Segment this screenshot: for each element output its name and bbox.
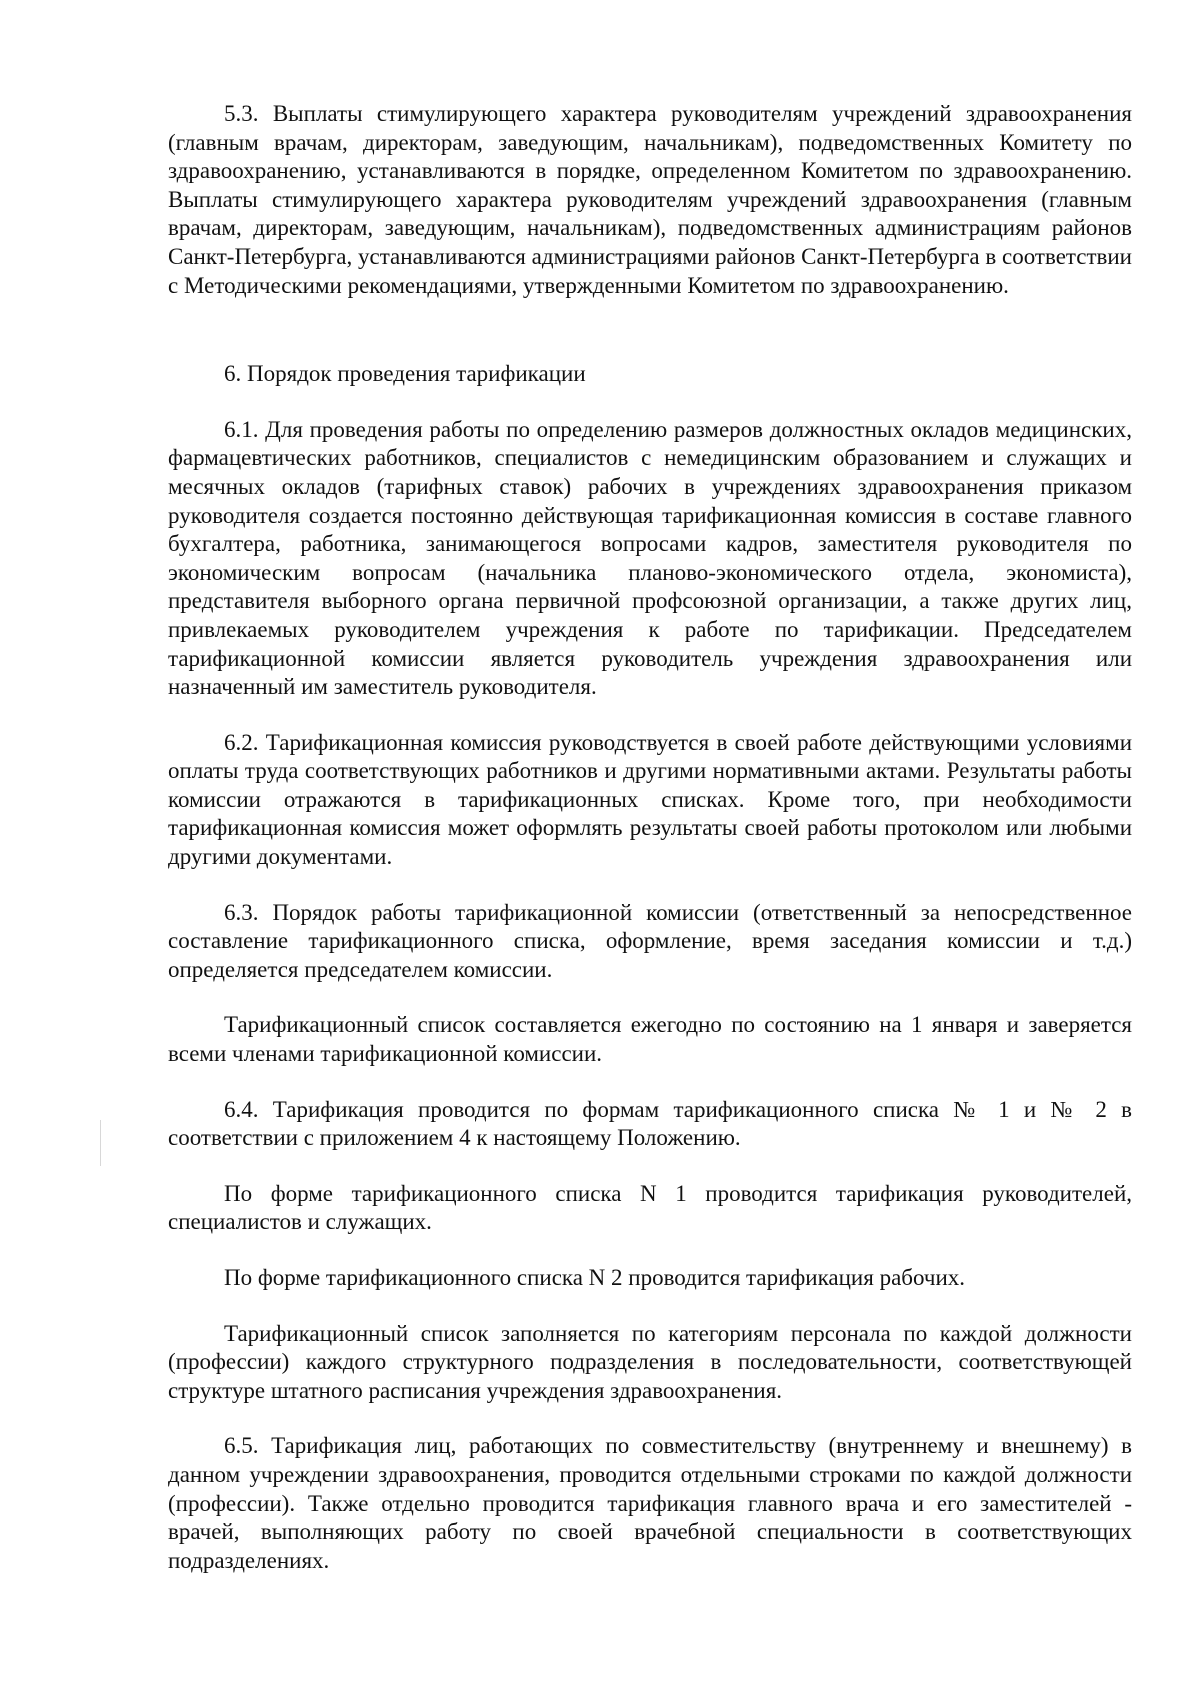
paragraph-6-5: 6.5. Тарификация лиц, работающих по совместительству (внутреннему и внешнему) в данном учреждении здравоохранения, проводится отдельными строками по каждой должности (профессии). Также отдельно проводится тарификация главного врача и его заместителей - врачей, выполняющих работу по своей врачебной специальности в соответствующих подразделениях. — [168, 1433, 1132, 1573]
paragraph-list-yearly: Тарификационный список составляется ежегодно по состоянию на 1 января и заверяется всеми членами тарификационной комиссии. — [168, 1012, 1132, 1067]
paragraph-spacer — [168, 1069, 1132, 1096]
paragraph-6-1: 6.1. Для проведения работы по определению размеров должностных окладов медицинских, фармацевтических работников, специалистов с немедицинским образованием и служащих и месячных окладов (тарифных ставок) рабочих в учреждениях здравоохранения приказом руководителя создается постоянно действующая тарификационная комиссия в составе главного бухгалтера, работника, занимающегося вопросами кадров, заместителя руководителя по экономическим вопросам (начальника планово-экономического отдела, экономиста), представителя выборного органа первичной профсоюзной организации, а также других лиц, привлекаемых руководителем учреждения к работе по тарификации. Председателем тарификационной комиссии является руководитель учреждения здравоохранения или назначенный им заместитель руководителя. — [168, 416, 1132, 700]
paragraph-6-3: 6.3. Порядок работы тарификационной комиссии (ответственный за непосредственное составление тарификационного списка, оформление, время заседания комиссии и т.д.) определяется председателем комиссии. — [168, 899, 1132, 982]
paragraph-fill-order: Тарификационный список заполняется по категориям персонала по каждой должности (профессии) каждого структурного подразделения в последовательности, соответствующей структуре штатного расписания учреждения здравоохранения. — [168, 1320, 1132, 1403]
document-body — [168, 100, 1132, 1575]
scan-margin-mark — [100, 1120, 101, 1166]
paragraph-form-2: По форме тарификационного списка N 2 проводится тарификация рабочих. — [224, 1265, 966, 1290]
section-6-heading: 6. Порядок проведения тарификации — [224, 361, 586, 387]
paragraph-5-3: 5.3. Выплаты стимулирующего характера руководителям учреждений здравоохранения (главным врачам, директорам, заведующим, начальникам), подведомственных Комитету по здравоохранению, устанавливаются в порядке, определенном Комитетом по здравоохранению. Выплаты стимулирующего характера руководителям учреждений здравоохранения (главным врачам, директорам, заведующим, начальникам), подведомственных администрациям районов Санкт-Петербурга, устанавливаются администрациями районов Санкт-Петербурга в соответствии с Методическими рекомендациями, утвержденными Комитетом по здравоохранению. — [168, 101, 1132, 298]
paragraph-spacer — [168, 1153, 1132, 1180]
paragraph-spacer — [168, 1237, 1132, 1264]
paragraph-spacer — [168, 389, 1132, 416]
paragraph-6-4: 6.4. Тарификация проводится по формам тарификационного списка № 1 и № 2 в соответствии с приложением 4 к настоящему Положению. — [168, 1096, 1132, 1151]
paragraph-form-1: По форме тарификационного списка N 1 проводится тарификация руководителей, специалистов и служащих. — [168, 1180, 1132, 1235]
section-spacer — [168, 300, 1132, 360]
paragraph-spacer — [168, 984, 1132, 1011]
paragraph-spacer — [168, 872, 1132, 899]
paragraph-6-2: 6.2. Тарификационная комиссия руководствуется в своей работе действующими условиями оплаты труда соответствующих работников и другими нормативными актами. Результаты работы комиссии отражаются в тарификационных списках. Кроме того, при необходимости тарификационная комиссия может оформлять результаты своей работы протоколом или любыми другими документами. — [168, 729, 1132, 870]
paragraph-spacer — [168, 1293, 1132, 1320]
paragraph-spacer — [168, 1405, 1132, 1432]
paragraph-spacer — [168, 702, 1132, 729]
